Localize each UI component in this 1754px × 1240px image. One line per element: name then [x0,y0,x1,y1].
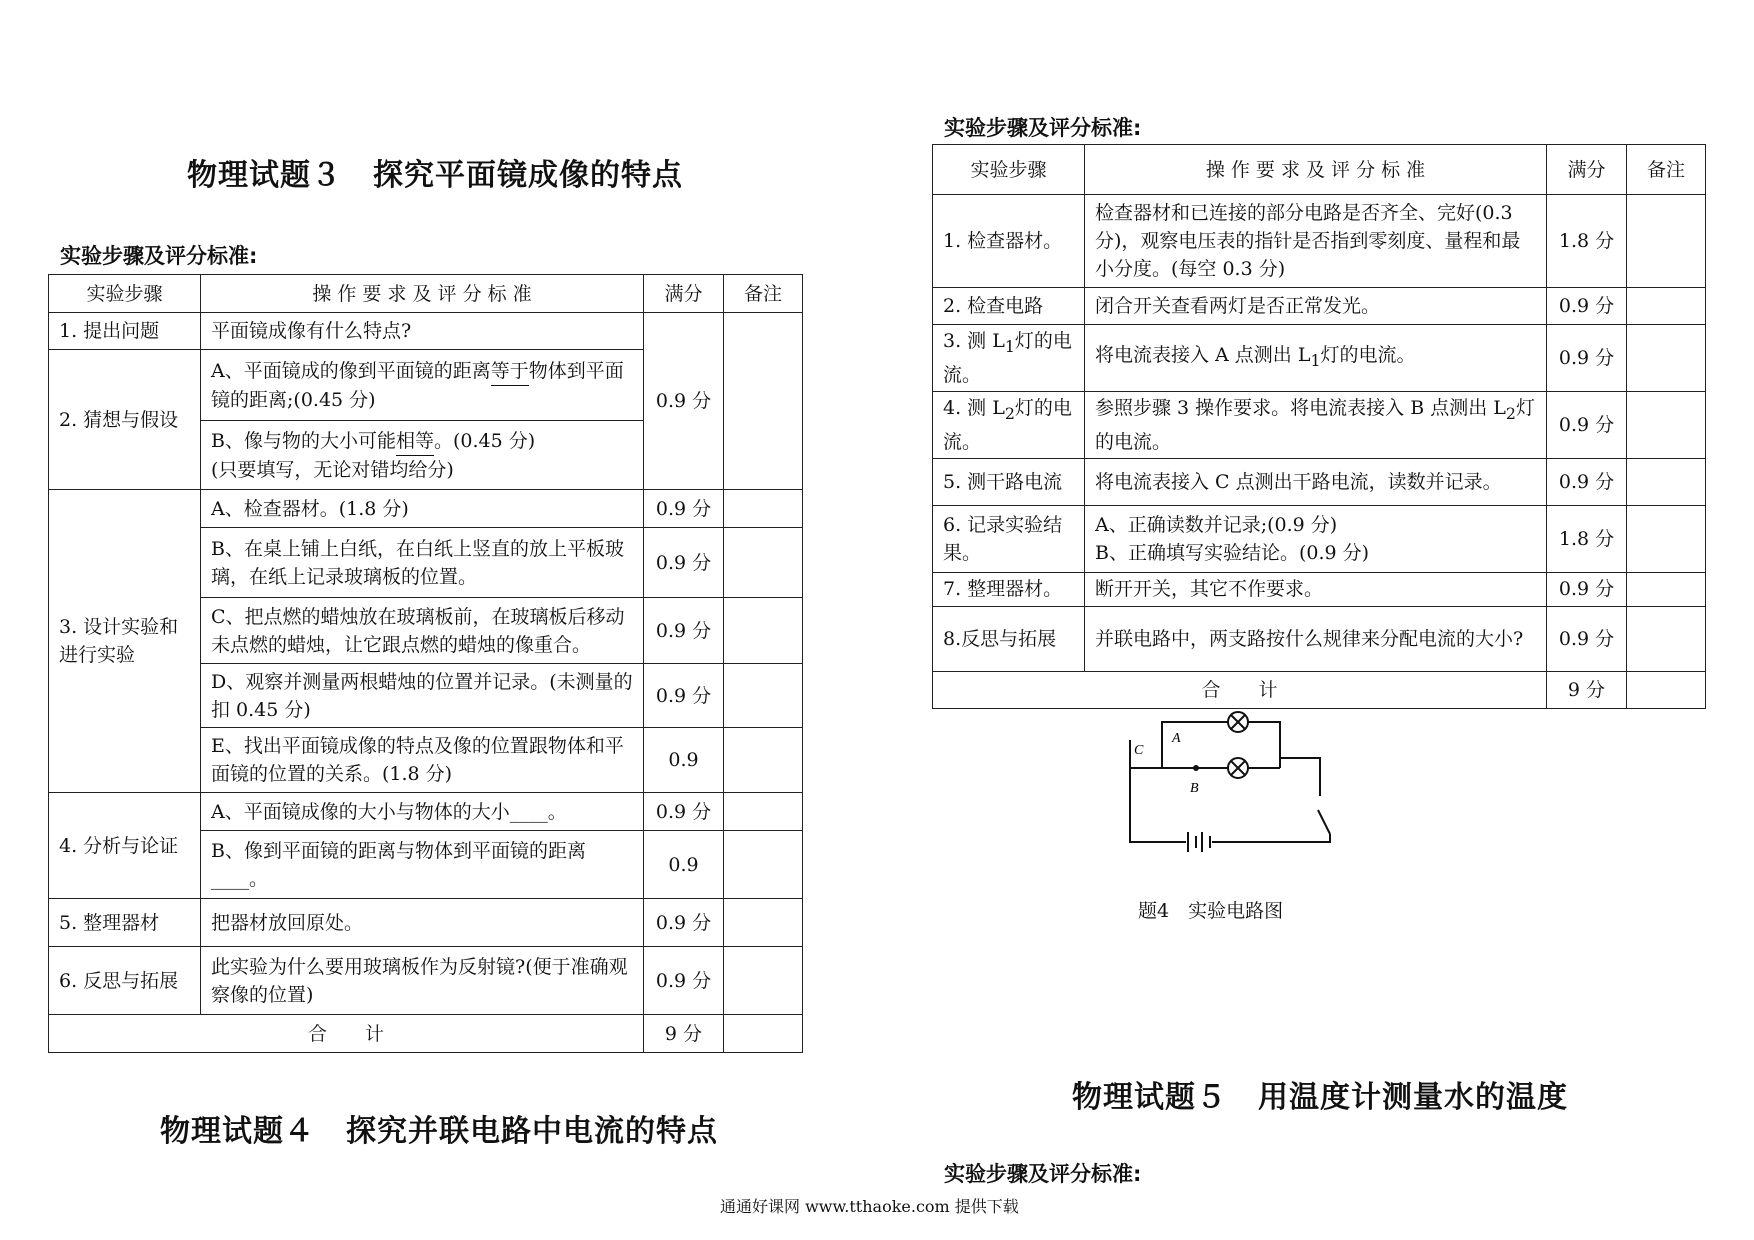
header-remark: 备注 [1627,145,1706,195]
header-score: 满分 [644,275,724,313]
circuit-caption: 题4 实验电路图 [1138,900,1284,922]
requirement-text: 此实验为什么要用玻璃板作为反射镜?(便于准确观察像的位置) [201,947,644,1015]
circuit-wire [1280,758,1320,796]
step-label: 6. 反思与拓展 [49,947,201,1015]
score-cell: 1.8 分 [1547,195,1627,288]
requirement-text: 将电流表接入 C 点测出干路电流，读数并记录。 [1085,458,1547,505]
score-cell: 0.9 分 [1547,606,1627,671]
remark-cell [1627,195,1706,288]
title-experiment-4: 物理试题４ 探究并联电路中电流的特点 [160,1114,718,1149]
remark-cell [1627,288,1706,325]
step-label: 2. 猜想与假设 [49,350,201,490]
requirement-text: A、平面镜成的像到平面镜的距离等于物体到平面镜的距离;(0.45 分) [201,350,644,421]
remark-cell [1627,505,1706,572]
requirement-text: 闭合开关查看两灯是否正常发光。 [1085,288,1547,325]
step-label: 1. 提出问题 [49,313,201,350]
requirement-text: 将电流表接入 A 点测出 $L_1$灯的电流。 [1085,325,1547,392]
scoring-table-experiment-3 [48,274,803,1053]
score-cell: 0.9 [644,831,724,899]
circuit-wire [1248,722,1280,768]
score-cell: 0.9 分 [644,664,724,728]
header-score: 满分 [1547,145,1627,195]
scoring-table-experiment-4 [932,144,1706,709]
total-score: 9 分 [1547,671,1627,708]
requirement-text: 检查器材和已连接的部分电路是否齐全、完好(0.3 分)，观察电压表的指针是否指到零刻度、量程和最小分度。(每空 0.3 分) [1085,195,1547,288]
node-a-label: A [1172,731,1181,746]
requirement-text: 参照步骤 3 操作要求。将电流表接入 B 点测出 $L_2$灯的电流。 [1085,391,1547,458]
requirement-text: 把器材放回原处。 [201,899,644,947]
score-cell: 0.9 分 [644,528,724,598]
header-step: 实验步骤 [933,145,1085,195]
score-cell: 0.9 分 [1547,458,1627,505]
total-score: 9 分 [644,1015,724,1053]
remark-cell [724,728,803,793]
header-step: 实验步骤 [49,275,201,313]
answer-blank: 等于 [491,357,529,386]
step-label: 3. 设计实验和进行实验 [49,490,201,793]
requirement-text: B、像与物的大小可能相等。(0.45 分) (只要填写，无论对错均给分) [201,421,644,490]
score-cell: 0.9 分 [644,490,724,528]
remark-cell [724,490,803,528]
header-requirement: 操 作 要 求 及 评 分 标 准 [201,275,644,313]
remark-cell [724,831,803,899]
lamp-l2-icon [1228,758,1248,778]
requirement-text: B、在桌上铺上白纸，在白纸上竖直的放上平板玻璃，在纸上记录玻璃板的位置。 [201,528,644,598]
requirement-text: A、正确读数并记录;(0.9 分) B、正确填写实验结论。(0.9 分) [1085,505,1547,572]
remark-cell [1627,572,1706,606]
footer-source: 通通好课网 www.tthaoke.com 提供下载 [720,1197,1019,1216]
remark-cell [1627,458,1706,505]
switch-blade [1318,810,1330,834]
requirement-text: E、找出平面镜成像的特点及像的位置跟物体和平面镜的位置的关系。(1.8 分) [201,728,644,793]
score-cell: 0.9 分 [644,947,724,1015]
score-cell: 0.9 分 [644,598,724,664]
circuit-wire [1212,834,1330,842]
remark-cell [1627,606,1706,671]
answer-blank: 相等 [396,427,434,456]
parallel-circuit-diagram [1120,710,1360,860]
step-label: 5. 整理器材 [49,899,201,947]
requirement-text: 断开开关，其它不作要求。 [1085,572,1547,606]
step-label: 7. 整理器材。 [933,572,1085,606]
score-cell: 0.9 分 [1547,288,1627,325]
header-requirement: 操 作 要 求 及 评 分 标 准 [1085,145,1547,195]
remark-cell [724,528,803,598]
node-c-label: C [1134,743,1144,758]
requirement-text: C、把点燃的蜡烛放在玻璃板前，在玻璃板后移动未点燃的蜡烛，让它跟点燃的蜡烛的像重合。 [201,598,644,664]
remark-cell [724,598,803,664]
total-label: 合 计 [933,671,1547,708]
subtitle-steps-right: 实验步骤及评分标准: [944,116,1142,140]
remark-cell [724,947,803,1015]
requirement-text: B、像到平面镜的距离与物体到平面镜的距离____。 [201,831,644,899]
remark-cell [1627,671,1706,708]
requirement-text: A、检查器材。(1.8 分) [201,490,644,528]
score-cell: 0.9 分 [1547,572,1627,606]
requirement-text: A、平面镜成像的大小与物体的大小____。 [201,793,644,831]
requirement-text: 平面镜成像有什么特点? [201,313,644,350]
step-label: 1. 检查器材。 [933,195,1085,288]
step-label: 6. 记录实验结果。 [933,505,1085,572]
score-cell: 1.8 分 [1547,505,1627,572]
title-experiment-5: 物理试题５ 用温度计测量水的温度 [1072,1080,1568,1115]
subtitle-steps-experiment-5: 实验步骤及评分标准: [944,1162,1142,1186]
title-experiment-3: 物理试题３ 探究平面镜成像的特点 [187,158,683,193]
score-cell: 0.9 分 [1547,325,1627,392]
step-label: 8.反思与拓展 [933,606,1085,671]
step-label: 2. 检查电路 [933,288,1085,325]
remark-cell [724,899,803,947]
score-cell: 0.9 分 [644,793,724,831]
subtitle-steps-left: 实验步骤及评分标准: [60,244,258,268]
lamp-l1-icon [1228,712,1248,732]
remark-cell [724,793,803,831]
step-label: 5. 测干路电流 [933,458,1085,505]
total-label: 合 计 [49,1015,644,1053]
score-cell: 0.9 分 [1547,391,1627,458]
remark-cell [724,664,803,728]
score-cell: 0.9 分 [644,313,724,490]
header-remark: 备注 [724,275,803,313]
step-label: 4. 分析与论证 [49,793,201,899]
remark-cell [1627,391,1706,458]
node-b-dot [1193,765,1199,771]
step-label: 3. 测 $L_1$灯的电流。 [933,325,1085,392]
step-label: 4. 测 $L_2$灯的电流。 [933,391,1085,458]
remark-cell [1627,325,1706,392]
score-cell: 0.9 分 [644,899,724,947]
remark-cell [724,313,803,490]
node-b-label: B [1190,781,1199,796]
remark-cell [724,1015,803,1053]
requirement-text: D、观察并测量两根蜡烛的位置并记录。(未测量的扣 0.45 分) [201,664,644,728]
score-cell: 0.9 [644,728,724,793]
requirement-text: 并联电路中，两支路按什么规律来分配电流的大小? [1085,606,1547,671]
